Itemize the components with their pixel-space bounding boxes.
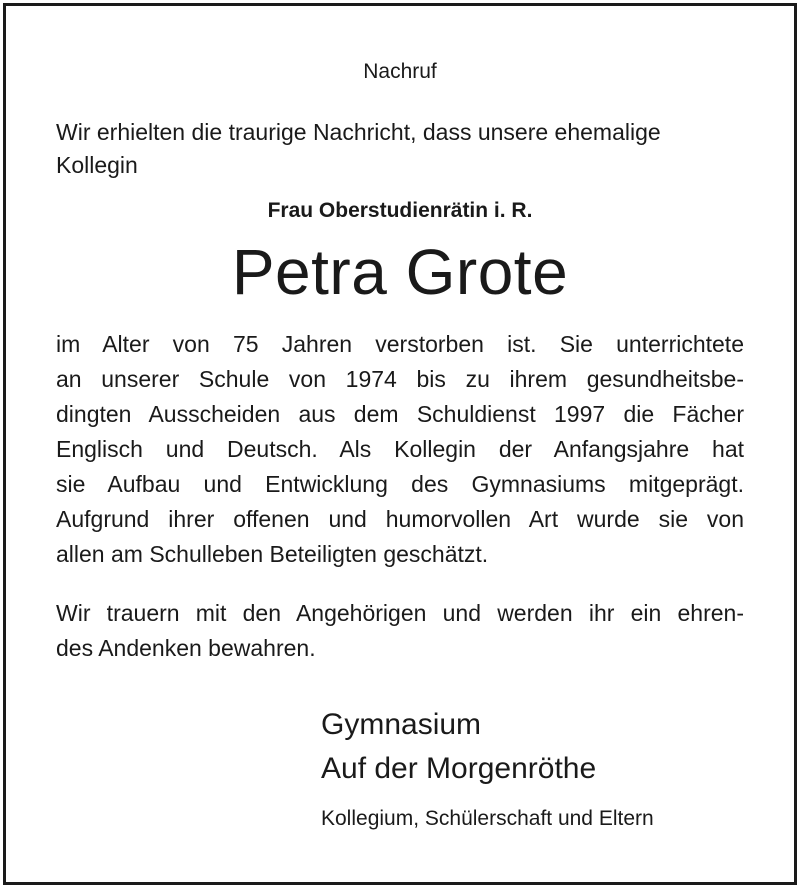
sender-line: Auf der Morgenröthe (321, 752, 597, 785)
body-line: an unserer Schule von 1974 bis zu ihrem gesundheitsbe- (56, 366, 744, 392)
intro-paragraph (56, 116, 744, 182)
body-line: Aufgrund ihrer offenen und humorvollen Art wurde sie von (56, 506, 744, 532)
body-line: im Alter von 75 Jahren verstorben ist. Sie unterrichtete (56, 331, 744, 357)
closing-line: des Andenken bewahren. (56, 635, 316, 661)
intro-line: Wir erhielten die traurige Nachricht, dass unsere ehemalige (56, 119, 661, 145)
body-line: allen am Schulleben Beteiligten geschätzt. (56, 541, 489, 567)
intro-line: Kollegin (56, 152, 138, 178)
body-line: sie Aufbau und Entwicklung des Gymnasiums mitgeprägt. (56, 471, 744, 497)
sender-line: Gymnasium (321, 708, 482, 741)
body-line: Englisch und Deutsch. Als Kollegin der Anfangsjahre hat (56, 436, 744, 462)
sender-subline: Kollegium, Schülerschaft und Eltern (321, 807, 654, 830)
deceased-title: Frau Oberstudienrätin i. R. (267, 199, 533, 222)
body-line: dingten Ausscheiden aus dem Schuldienst 1997 die Fächer (56, 401, 744, 427)
closing-paragraph (56, 596, 744, 666)
notice-heading: Nachruf (363, 60, 437, 83)
body-paragraph (56, 327, 744, 572)
sender-block (321, 703, 596, 791)
closing-line: Wir trauern mit den Angehörigen und werden ihr ein ehren- (56, 600, 744, 626)
deceased-name: Petra Grote (231, 236, 569, 308)
